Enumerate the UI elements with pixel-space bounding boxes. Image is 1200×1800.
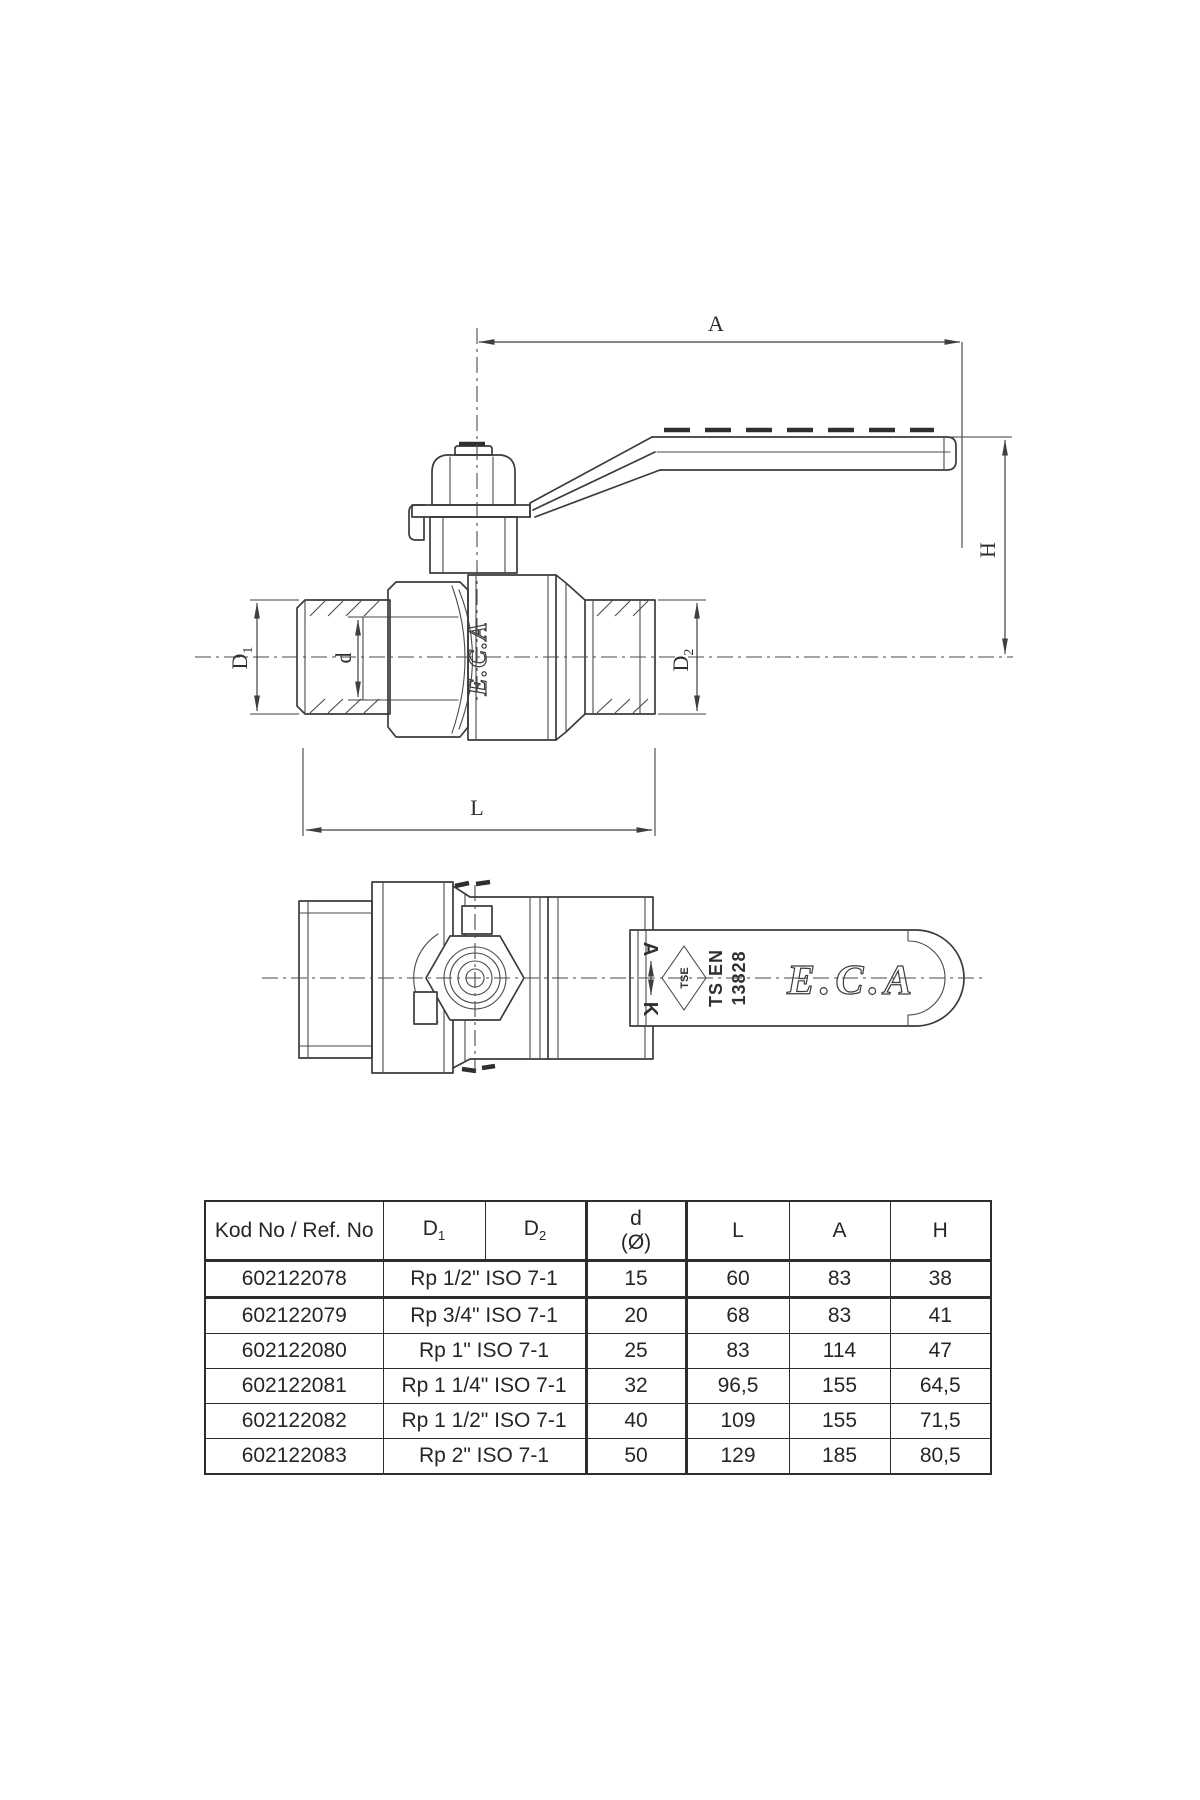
table-row — [205, 1298, 991, 1334]
union-nut-outline — [388, 582, 468, 737]
cell-d: 40 — [586, 1404, 686, 1439]
header-d: d (Ø) — [586, 1201, 686, 1261]
handle-brand-logo: E.C.A — [786, 958, 918, 1004]
cell-ref: 602122080 — [205, 1334, 383, 1369]
bore-lines — [363, 617, 458, 700]
cell-l: 60 — [686, 1261, 789, 1298]
cell-l: 83 — [686, 1334, 789, 1369]
header-a: A — [789, 1201, 890, 1261]
table-header-row — [205, 1201, 991, 1261]
cell-thread: Rp 3/4" ISO 7-1 — [383, 1298, 586, 1334]
cell-a: 83 — [789, 1261, 890, 1298]
header-d1: $D_1$ — [383, 1201, 485, 1261]
cell-thread: Rp 1" ISO 7-1 — [383, 1334, 586, 1369]
table-row — [205, 1334, 991, 1369]
cell-thread: Rp 1 1/4" ISO 7-1 — [383, 1369, 586, 1404]
table-row — [205, 1261, 991, 1298]
cell-thread: Rp 2" ISO 7-1 — [383, 1439, 586, 1475]
header-h: H — [890, 1201, 991, 1261]
handle-open-mark: A — [639, 941, 661, 957]
cell-thread: Rp 1 1/2" ISO 7-1 — [383, 1404, 586, 1439]
dim-d2-label: $D_2$ — [668, 648, 697, 672]
tse-logo-text: TSE — [679, 967, 691, 989]
cell-h: 71,5 — [890, 1404, 991, 1439]
cell-d: 25 — [586, 1334, 686, 1369]
side-view-drawing — [297, 430, 956, 740]
cell-thread: Rp 1/2" ISO 7-1 — [383, 1261, 586, 1298]
dim-l-label: L — [470, 795, 484, 820]
cell-h: 64,5 — [890, 1369, 991, 1404]
cell-d: 20 — [586, 1298, 686, 1334]
header-ref: Kod No / Ref. No — [205, 1201, 383, 1261]
cell-h: 38 — [890, 1261, 991, 1298]
table-row — [205, 1369, 991, 1404]
standard-text-line2: 13828 — [729, 950, 749, 1006]
cell-a: 185 — [789, 1439, 890, 1475]
dimensions — [227, 311, 1012, 836]
body-brand-stamp: E.C.A — [463, 620, 492, 696]
cell-l: 109 — [686, 1404, 789, 1439]
cell-l: 96,5 — [686, 1369, 789, 1404]
cell-ref: 602122082 — [205, 1404, 383, 1439]
cell-h: 41 — [890, 1298, 991, 1334]
dim-h-label: H — [975, 542, 1000, 558]
cell-a: 83 — [789, 1298, 890, 1334]
handle-stop-lug-left — [414, 992, 437, 1024]
header-d2: $D_2$ — [485, 1201, 586, 1261]
cell-ref: 602122081 — [205, 1369, 383, 1404]
cell-l: 129 — [686, 1439, 789, 1475]
cell-d: 50 — [586, 1439, 686, 1475]
handle-stop-lug-top — [462, 906, 492, 934]
plan-left-port — [299, 901, 372, 1058]
table-row — [205, 1404, 991, 1439]
dim-d1-label: $D_1$ — [227, 646, 256, 670]
gland-nut — [432, 455, 515, 505]
handle-base-plate — [412, 505, 530, 517]
cell-l: 68 — [686, 1298, 789, 1334]
header-l: L — [686, 1201, 789, 1261]
cell-ref: 602122078 — [205, 1261, 383, 1298]
cell-d: 15 — [586, 1261, 686, 1298]
cell-ref: 602122083 — [205, 1439, 383, 1475]
dim-d-label: d — [331, 652, 356, 664]
cell-a: 114 — [789, 1334, 890, 1369]
handle-lever — [530, 430, 956, 517]
cell-a: 155 — [789, 1369, 890, 1404]
table-row — [205, 1439, 991, 1475]
spec-table — [204, 1200, 992, 1475]
cell-h: 80,5 — [890, 1439, 991, 1475]
dim-a-label: A — [708, 311, 724, 336]
cell-ref: 602122079 — [205, 1298, 383, 1334]
cell-h: 47 — [890, 1334, 991, 1369]
cell-a: 155 — [789, 1404, 890, 1439]
cell-d: 32 — [586, 1369, 686, 1404]
handle-close-mark: K — [639, 1001, 661, 1017]
standard-text-line1: TS EN — [706, 948, 726, 1008]
stem-cap — [455, 446, 492, 455]
